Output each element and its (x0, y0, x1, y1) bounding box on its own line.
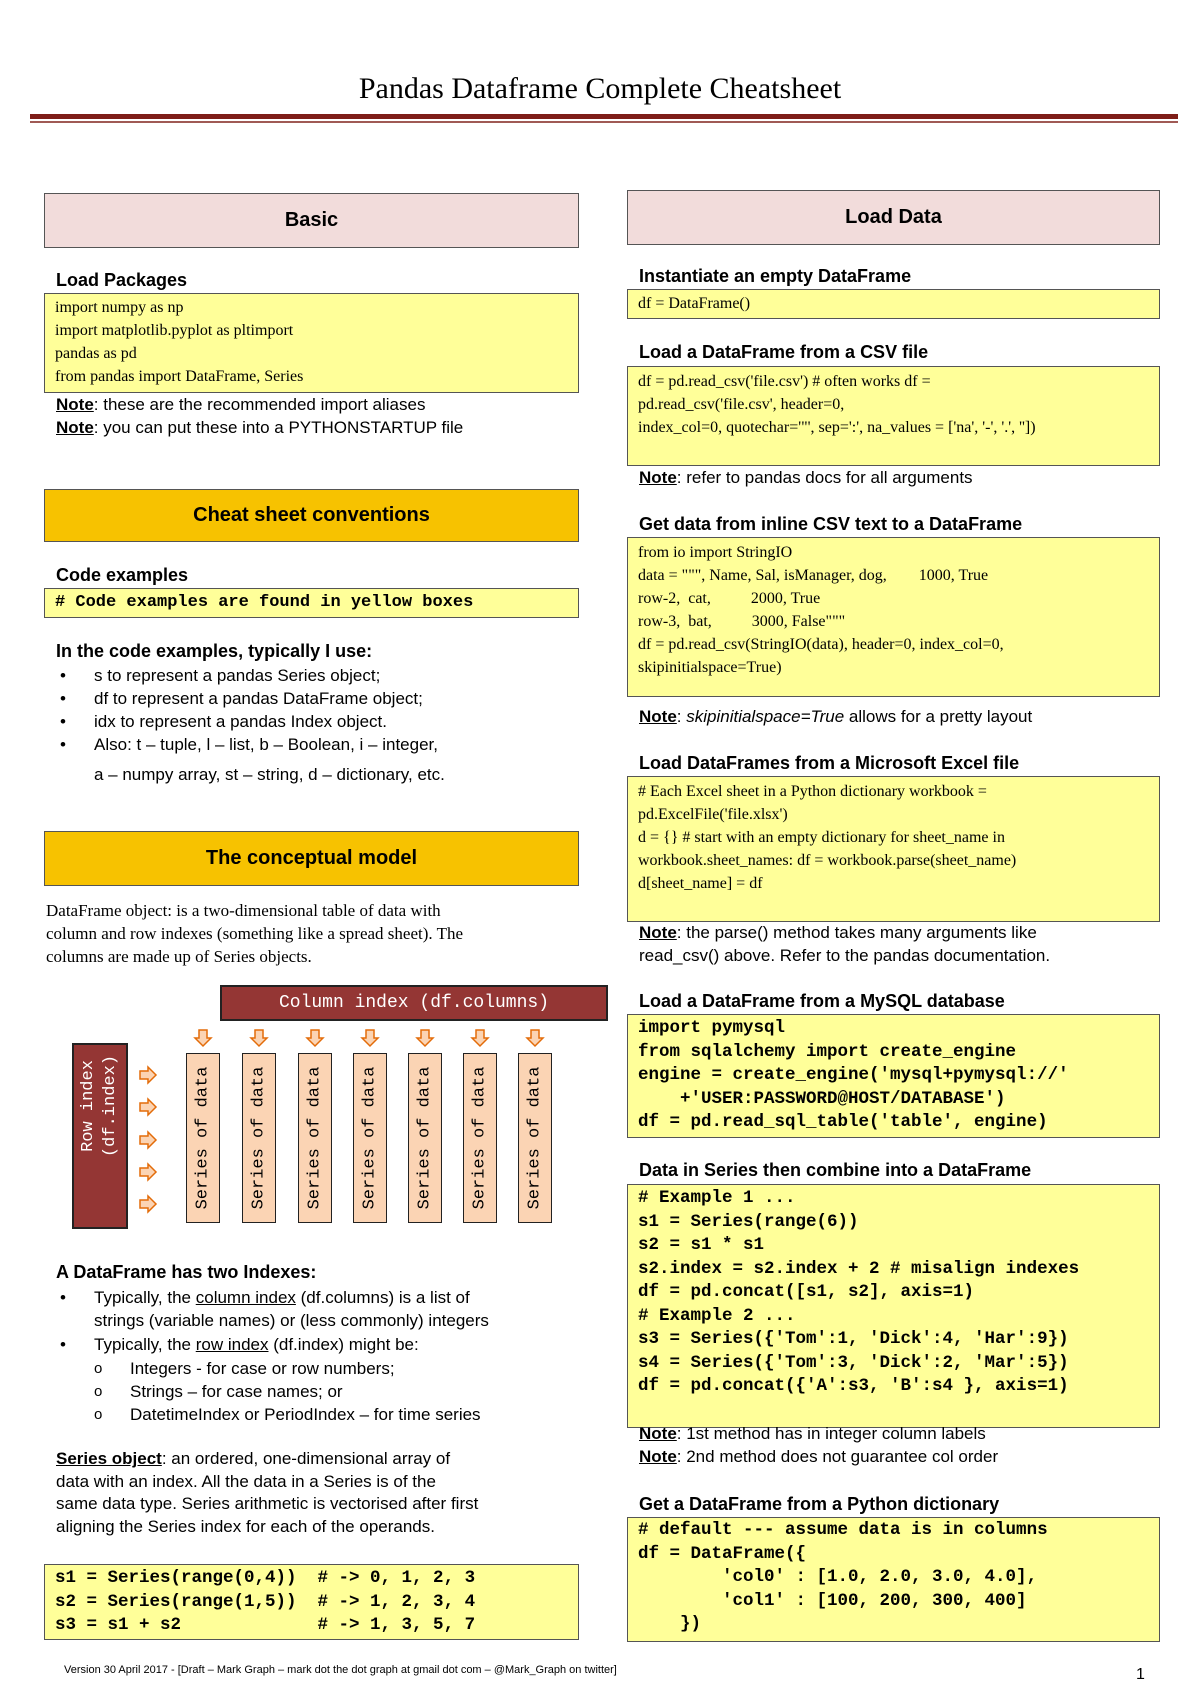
code-line: df = DataFrame() (638, 295, 751, 312)
right-arrow-icon (138, 1065, 158, 1085)
note-aliases (56, 394, 425, 417)
section-header-basic: Basic (44, 193, 579, 248)
code-examples-box (44, 588, 579, 618)
right-arrow-icon (138, 1194, 158, 1214)
list-item-continuation: strings (variable names) or (less commonly) integers (94, 1311, 489, 1330)
note-text: : 1st method has in integer column labels (676, 1424, 986, 1443)
list-item: • Also: t – tuple, l – list, b – Boolean, i – integer, (56, 733, 438, 756)
note-label: Note (56, 395, 94, 414)
sub-list-item: o Strings – for case names; or (56, 1380, 481, 1403)
down-arrow-icon (360, 1028, 380, 1048)
code-line: s2.index = s2.index + 2 # misalign indexes (638, 1258, 1080, 1279)
code-line: import matplotlib.pyplot as pltimport (55, 322, 294, 339)
sub-list-item: o DatetimeIndex or PeriodIndex – for time series (56, 1403, 481, 1426)
excel-note (639, 922, 1050, 967)
title-rule (30, 114, 1178, 119)
down-arrow-icon (415, 1028, 435, 1048)
down-arrow-icon (525, 1028, 545, 1048)
series-label: Series of data (525, 1066, 545, 1210)
description-line: column and row indexes (something like a spread sheet). The (46, 924, 464, 943)
note-label: Note (639, 923, 677, 942)
list-item: • s to represent a pandas Series object; (56, 664, 438, 687)
code-line: from io import StringIO (638, 544, 793, 561)
series-label: Series of data (415, 1066, 435, 1210)
code-line: s1 = Series(range(0,4)) # -> 0, 1, 2, 3 (55, 1568, 476, 1588)
series-column (518, 1053, 552, 1223)
code-line: # default --- assume data is in columns (638, 1520, 1048, 1540)
code-line: d[sheet_name] = df (638, 875, 763, 892)
code-line: pd.ExcelFile('file.xlsx') (638, 806, 788, 823)
list-item-continuation: a – numpy array, st – string, d – dictionary, etc. (94, 765, 445, 784)
code-line: import pymysql (638, 1018, 786, 1038)
note-label: Note (56, 418, 94, 437)
code-line: df = pd.read_csv(StringIO(data), header=0, index_col=0, (638, 636, 1004, 653)
code-line: df = pd.read_csv('file.csv') # often works df = (638, 373, 931, 390)
code-line: row-2, cat, 2000, True (638, 590, 821, 607)
text: (df.index) might be: (268, 1335, 419, 1354)
page-number: 1 (1136, 1666, 1145, 1683)
code-line: import numpy as np (55, 299, 184, 316)
mysql-code (627, 1014, 1160, 1138)
description-line: aligning the Series index for each of the operands. (56, 1516, 435, 1536)
code-line: s4 = Series({'Tom':3, 'Dick':2, 'Mar':5}) (638, 1352, 1069, 1373)
series-note-2 (639, 1446, 998, 1469)
code-line: pd.read_csv('file.csv', header=0, (638, 396, 845, 413)
note-text: : refer to pandas docs for all arguments (676, 468, 973, 487)
code-line: df = pd.concat({'A':s3, 'B':s4 }, axis=1) (638, 1376, 1069, 1396)
code-line: s1 = Series(range(6)) (638, 1211, 859, 1232)
series-column (298, 1053, 332, 1223)
section-header-conventions: Cheat sheet conventions (44, 489, 579, 542)
load-packages-code (44, 293, 579, 393)
typically-title: In the code examples, typically I use: (56, 641, 373, 661)
text: : an ordered, one-dimensional array of (161, 1449, 451, 1468)
dict-title: Get a DataFrame from a Python dictionary (639, 1494, 1000, 1514)
section-header-load-data: Load Data (627, 190, 1160, 245)
series-label: Series of data (360, 1066, 380, 1210)
series-combine-code (627, 1184, 1160, 1428)
footer-version: Version 30 April 2017 - [Draft – Mark Graph – mark dot the dot graph at gmail dot com – @Mark_Graph on twitter] (64, 1664, 617, 1676)
series-label: Series of data (249, 1066, 269, 1210)
dict-code (627, 1517, 1160, 1642)
code-line: # Code examples are found in yellow boxes (55, 593, 474, 612)
note-line (639, 922, 1050, 945)
series-column (408, 1053, 442, 1223)
series-label: Series of data (193, 1066, 213, 1210)
code-line: +'USER:PASSWORD@HOST/DATABASE') (638, 1088, 1006, 1109)
code-line: df = DataFrame({ (638, 1543, 807, 1564)
sub-list-item: o Integers - for case or row numbers; (56, 1357, 481, 1380)
code-line: 'col0' : [1.0, 2.0, 3.0, 4.0], (638, 1567, 1038, 1587)
down-arrow-icon (305, 1028, 325, 1048)
row-index-term: row index (195, 1335, 269, 1354)
code-line: s2 = Series(range(1,5)) # -> 1, 2, 3, 4 (55, 1591, 476, 1612)
code-line: # Each Excel sheet in a Python dictionary workbook = (638, 783, 987, 800)
note-text: : these are the recommended import aliases (93, 395, 426, 414)
empty-dataframe-code (627, 289, 1160, 319)
series-column (186, 1053, 220, 1223)
series-column (242, 1053, 276, 1223)
series-object-label: Series object (56, 1449, 162, 1468)
series-code-box (44, 1564, 579, 1640)
note-italic: skipinitialspace=True (686, 707, 845, 726)
row-index-line: Row index (79, 1060, 98, 1152)
code-line: workbook.sheet_names: df = workbook.parse(sheet_name) (638, 852, 1017, 869)
mysql-title: Load a DataFrame from a MySQL database (639, 991, 1005, 1011)
description-line: columns are made up of Series objects. (46, 947, 312, 966)
note-label: Note (639, 1447, 677, 1466)
inline-csv-title: Get data from inline CSV text to a DataFrame (639, 514, 1023, 534)
right-arrow-icon (138, 1162, 158, 1182)
code-line: pandas as pd (55, 345, 137, 362)
inline-csv-code (627, 537, 1160, 697)
right-arrow-icon (138, 1130, 158, 1150)
code-line: s3 = s1 + s2 # -> 1, 3, 5, 7 (55, 1615, 476, 1635)
column-index-bar: Column index (df.columns) (220, 985, 608, 1021)
csv-note (639, 467, 973, 490)
series-label: Series of data (305, 1066, 325, 1210)
down-arrow-icon (193, 1028, 213, 1048)
row-index-label (78, 1055, 122, 1157)
note-text: : 2nd method does not guarantee col order (676, 1447, 999, 1466)
column-index-term: column index (195, 1288, 296, 1307)
empty-dataframe-title: Instantiate an empty DataFrame (639, 266, 912, 286)
list-item (56, 1286, 470, 1309)
page-title: Pandas Dataframe Complete Cheatsheet (358, 72, 842, 105)
right-arrow-icon (138, 1097, 158, 1117)
series-column (353, 1053, 387, 1223)
note-label: Note (639, 468, 677, 487)
section-header-model: The conceptual model (44, 831, 579, 886)
code-line: df = pd.read_sql_table('table', engine) (638, 1112, 1048, 1132)
code-line: engine = create_engine('mysql+pymysql://' (638, 1065, 1069, 1085)
load-packages-title: Load Packages (56, 270, 188, 290)
list-item: • df to represent a pandas DataFrame object; (56, 687, 438, 710)
description-line: same data type. Series arithmetic is vectorised after first (56, 1494, 479, 1513)
description-line: data with an index. All the data in a Series is of the (56, 1471, 436, 1491)
note-line: read_csv() above. Refer to the pandas documentation. (639, 945, 1051, 965)
description-line (56, 1448, 478, 1471)
series-note-1 (639, 1423, 986, 1446)
note-text: allows for a pretty layout (844, 707, 1033, 726)
csv-title: Load a DataFrame from a CSV file (639, 342, 929, 362)
code-line: from pandas import DataFrame, Series (55, 368, 304, 385)
indexes-list (56, 1286, 470, 1309)
excel-title: Load DataFrames from a Microsoft Excel file (639, 753, 1020, 773)
description-line: DataFrame object: is a two-dimensional table of data with (46, 901, 441, 920)
row-index-types (56, 1357, 481, 1426)
code-examples-title: Code examples (56, 565, 189, 585)
conventions-list (56, 664, 438, 756)
code-line: data = """, Name, Sal, isManager, dog, 1000, True (638, 567, 989, 584)
title-rule-thin (30, 121, 1178, 123)
note-text: : you can put these into a PYTHONSTARTUP file (93, 418, 464, 437)
note-pythonstartup (56, 417, 463, 440)
code-line: index_col=0, quotechar='"', sep=':', na_values = ['na', '-', '.', '']) (638, 419, 1036, 436)
code-line: d = {} # start with an empty dictionary for sheet_name in (638, 829, 1005, 846)
series-label: Series of data (470, 1066, 490, 1210)
excel-code (627, 776, 1160, 922)
series-object-description (56, 1448, 478, 1538)
series-combine-title: Data in Series then combine into a DataFrame (639, 1160, 1032, 1180)
code-line: # Example 2 ... (638, 1305, 796, 1326)
two-indexes-title: A DataFrame has two Indexes: (56, 1262, 317, 1282)
text: Typically, the (94, 1335, 196, 1354)
dataframe-diagram (72, 985, 612, 1245)
down-arrow-icon (470, 1028, 490, 1048)
inline-csv-note: Note: skipinitialspace=True allows for a pretty layout (639, 707, 1033, 726)
text: Typically, the (94, 1288, 196, 1307)
code-line: }) (638, 1614, 702, 1634)
row-index-line: (df.index) (101, 1054, 120, 1158)
code-line: from sqlalchemy import create_engine (638, 1041, 1017, 1062)
note-text: : the parse() method takes many arguments like (676, 923, 1037, 942)
text: (df.columns) is a list of (295, 1288, 470, 1307)
note-label: Note (639, 1424, 677, 1443)
note-label: Note (639, 707, 677, 726)
code-line: s2 = s1 * s1 (638, 1235, 765, 1255)
code-line: # Example 1 ... (638, 1188, 796, 1208)
list-item (56, 1333, 419, 1356)
code-line: s3 = Series({'Tom':1, 'Dick':4, 'Har':9}) (638, 1329, 1069, 1349)
code-line: skipinitialspace=True) (638, 659, 782, 676)
list-item: • idx to represent a pandas Index object. (56, 710, 438, 733)
code-line: 'col1' : [100, 200, 300, 400] (638, 1590, 1027, 1611)
code-line: df = pd.concat([s1, s2], axis=1) (638, 1282, 975, 1302)
csv-code (627, 366, 1160, 466)
code-line: row-3, bat, 3000, False""" (638, 613, 846, 630)
down-arrow-icon (249, 1028, 269, 1048)
series-column (463, 1053, 497, 1223)
indexes-list-2 (56, 1333, 419, 1356)
model-description (46, 899, 463, 968)
